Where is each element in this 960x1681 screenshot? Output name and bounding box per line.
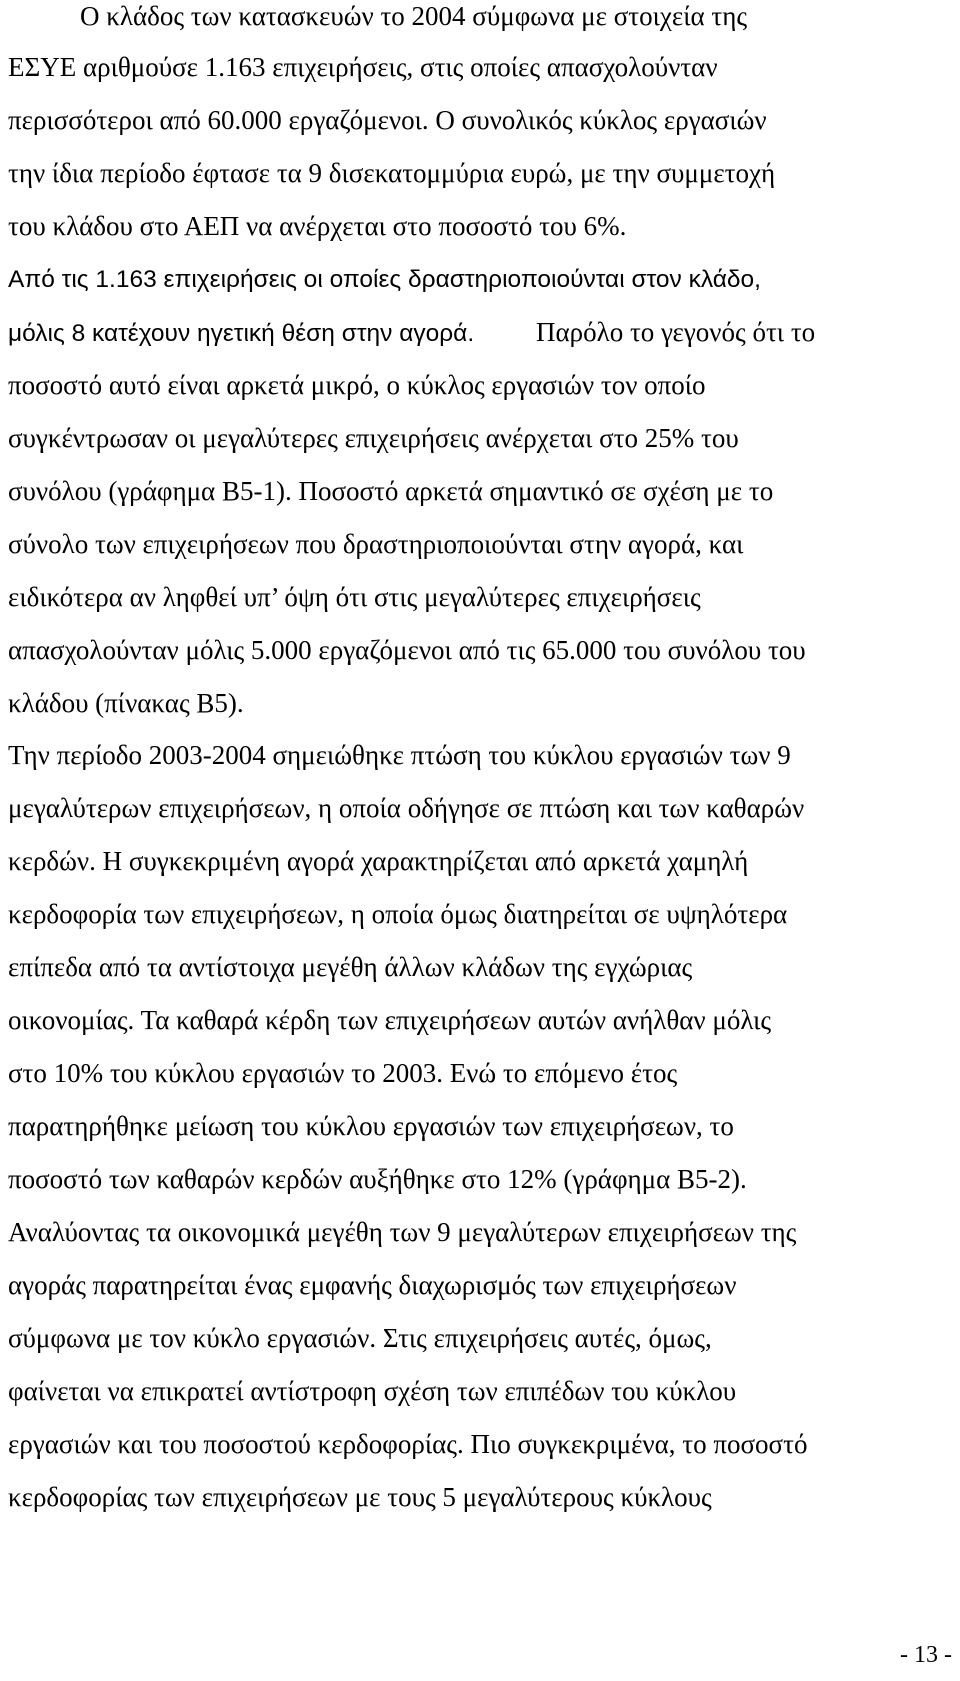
paragraph-2-line-1: Από τις 1.163 επιχειρήσεις οι οποίες δραστηριοποιούνται στον κλάδο, — [8, 266, 761, 293]
paragraph-2-line-2a: μόλις 8 κατέχουν ηγετική θέση στην αγορά. — [8, 320, 475, 347]
paragraph-3-line-11: αγοράς παρατηρείται ένας εμφανής διαχωρισμός των επιχειρήσεων — [8, 1270, 737, 1300]
paragraph-3-line-1: Την περίοδο 2003-2004 σημειώθηκε πτώση του κύκλου εργασιών των 9 — [8, 740, 791, 770]
paragraph-3-line-14: εργασιών και του ποσοστού κερδοφορίας. Πιο συγκεκριμένα, το ποσοστό — [8, 1429, 808, 1459]
paragraph-1-line-3: περισσότεροι από 60.000 εργαζόμενοι. Ο συνολικός κύκλος εργασιών — [8, 105, 767, 135]
paragraph-1-line-2: ΕΣΥΕ αριθμούσε 1.163 επιχειρήσεις, στις οποίες απασχολούνταν — [8, 52, 718, 82]
paragraph-2-line-5: συνόλου (γράφημα Β5-1). Ποσοστό αρκετά σημαντικό σε σχέση με το — [8, 476, 774, 506]
paragraph-3-line-8: παρατηρήθηκε μείωση του κύκλου εργασιών των επιχειρήσεων, το — [8, 1111, 734, 1141]
paragraph-3-line-13: φαίνεται να επικρατεί αντίστροφη σχέση των επιπέδων του κύκλου — [8, 1376, 737, 1406]
paragraph-3-line-10: Αναλύοντας τα οικονομικά μεγέθη των 9 μεγαλύτερων επιχειρήσεων της — [8, 1217, 797, 1247]
paragraph-3-line-12: σύμφωνα με τον κύκλο εργασιών. Στις επιχειρήσεις αυτές, όμως, — [8, 1323, 712, 1353]
paragraph-3-line-4: κερδοφορία των επιχειρήσεων, η οποία όμως διατηρείται σε υψηλότερα — [8, 899, 788, 929]
paragraph-3-line-5: επίπεδα από τα αντίστοιχα μεγέθη άλλων κλάδων της εγχώριας — [8, 952, 693, 982]
paragraph-2-line-4: συγκέντρωσαν οι μεγαλύτερες επιχειρήσεις ανέρχεται στο 25% του — [8, 423, 739, 453]
paragraph-3-line-15: κερδοφορίας των επιχειρήσεων με τους 5 μεγαλύτερους κύκλους — [8, 1482, 712, 1512]
paragraph-2-line-2b: Παρόλο το γεγονός ότι το — [536, 317, 816, 347]
paragraph-3-line-7: στο 10% του κύκλου εργασιών το 2003. Ενώ το επόμενο έτος — [8, 1058, 678, 1088]
paragraph-1-line-4: την ίδια περίοδο έφτασε τα 9 δισεκατομμύρια ευρώ, με την συμμετοχή — [8, 158, 776, 188]
paragraph-3-line-9: ποσοστό των καθαρών κερδών αυξήθηκε στο 12% (γράφημα Β5-2). — [8, 1164, 747, 1194]
paragraph-3-line-2: μεγαλύτερων επιχειρήσεων, η οποία οδήγησε σε πτώση και των καθαρών — [8, 793, 805, 823]
paragraph-3-line-3: κερδών. Η συγκεκριμένη αγορά χαρακτηρίζεται από αρκετά χαμηλή — [8, 846, 749, 876]
page-number: - 13 - — [900, 1642, 952, 1668]
paragraph-1-line-1: Ο κλάδος των κατασκευών το 2004 σύμφωνα με στοιχεία της — [80, 1, 748, 31]
paragraph-2-line-8: απασχολούνταν μόλις 5.000 εργαζόμενοι από τις 65.000 του συνόλου του — [8, 635, 806, 665]
paragraph-2-line-3: ποσοστό αυτό είναι αρκετά μικρό, ο κύκλος εργασιών τον οποίο — [8, 370, 706, 400]
paragraph-2-line-6: σύνολο των επιχειρήσεων που δραστηριοποιούνται στην αγορά, και — [8, 529, 744, 559]
paragraph-2-line-9: κλάδου (πίνακας Β5). — [8, 688, 244, 718]
paragraph-3-line-6: οικονομίας. Τα καθαρά κέρδη των επιχειρήσεων αυτών ανήλθαν μόλις — [8, 1005, 772, 1035]
paragraph-2-line-7: ειδικότερα αν ληφθεί υπ’ όψη ότι στις μεγαλύτερες επιχειρήσεις — [8, 582, 701, 612]
paragraph-1-line-5: του κλάδου στο ΑΕΠ να ανέρχεται στο ποσοστό του 6%. — [8, 211, 627, 241]
